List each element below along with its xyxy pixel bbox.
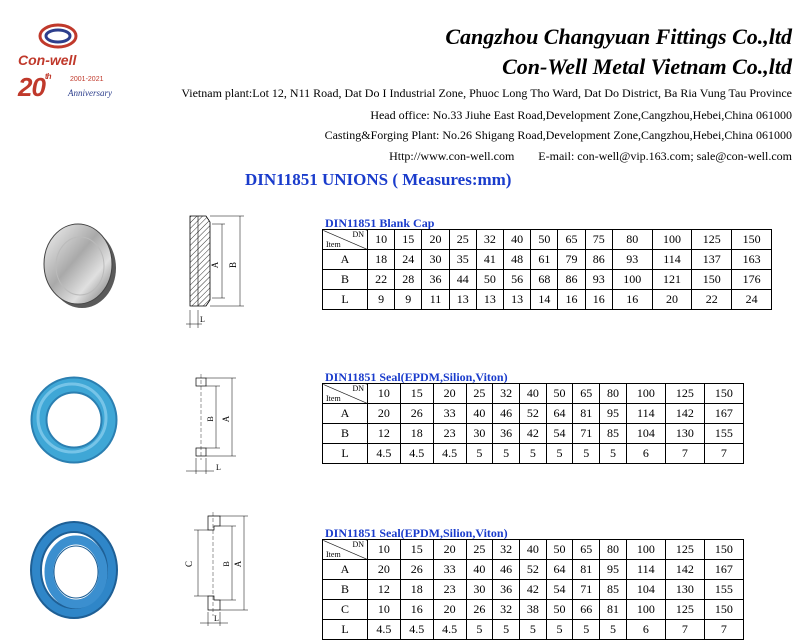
logo-anniversary-word: Anniversary (68, 88, 112, 98)
table-cell: 93 (585, 270, 612, 290)
blank-cap-table (322, 229, 772, 310)
dn-header-cell: 125 (665, 384, 704, 404)
table-cell: 18 (368, 250, 395, 270)
table-cell: 81 (600, 600, 627, 620)
dn-header-cell: 50 (531, 230, 558, 250)
email-text[interactable]: E-mail: con-well@vip.163.com; sale@con-well.com (538, 149, 792, 163)
table-cell: 22 (368, 270, 395, 290)
header-corner-cell (323, 384, 368, 404)
dn-header-cell: 80 (600, 540, 627, 560)
head-office-address: Head office: No.33 Jiuhe East Road,Development Zone,Cangzhou,Hebei,China 061000 (370, 108, 792, 122)
dn-header-cell: 40 (504, 230, 531, 250)
table-cell: 30 (466, 580, 493, 600)
dn-header-cell: 150 (704, 540, 743, 560)
header-corner-cell (323, 230, 368, 250)
table-cell: 52 (519, 404, 546, 424)
dn-header-cell: 150 (704, 384, 743, 404)
dn-header-cell: 125 (665, 540, 704, 560)
seal-lip-label-l: L (214, 614, 219, 623)
table-cell: 150 (692, 270, 732, 290)
table-cell: 7 (665, 620, 704, 640)
table-cell: 24 (732, 290, 772, 310)
table-cell: 104 (626, 580, 665, 600)
table-cell: 5 (519, 620, 546, 640)
table-cell: 68 (531, 270, 558, 290)
table-row (323, 444, 744, 464)
dn-header-cell: 65 (573, 540, 600, 560)
table-cell: 81 (573, 560, 600, 580)
header-dn-label: DN (352, 230, 364, 239)
seal-lip-label-a: A (233, 560, 243, 568)
header-item-label: Item (326, 550, 341, 559)
table-header-row (323, 384, 744, 404)
row-label-cell: A (323, 560, 368, 580)
dn-header-cell: 40 (519, 384, 546, 404)
table-cell: 86 (558, 270, 585, 290)
table-cell: 20 (368, 404, 401, 424)
table-cell: 36 (422, 270, 449, 290)
contact-line (389, 149, 792, 164)
dn-header-cell: 15 (400, 384, 433, 404)
table-cell: 28 (395, 270, 422, 290)
table-cell: 9 (368, 290, 395, 310)
dn-header-cell: 20 (422, 230, 449, 250)
table-row (323, 560, 744, 580)
seal-lip-table (322, 539, 744, 640)
table-cell: 114 (652, 250, 692, 270)
table-cell: 9 (395, 290, 422, 310)
dn-header-cell: 40 (519, 540, 546, 560)
table-cell: 30 (422, 250, 449, 270)
seal-label-l: L (216, 463, 221, 472)
table-header-row (323, 230, 772, 250)
table-cell: 5 (600, 620, 627, 640)
table-cell: 10 (368, 600, 401, 620)
table-cell: 40 (466, 560, 493, 580)
table-cell: 18 (400, 580, 433, 600)
logo-years: 2001-2021 (70, 76, 104, 83)
dn-header-cell: 10 (368, 540, 401, 560)
table-cell: 46 (493, 560, 520, 580)
table-cell: 16 (585, 290, 612, 310)
table-cell: 41 (476, 250, 503, 270)
table-cell: 23 (433, 424, 466, 444)
website-link[interactable]: Http://www.con-well.com (389, 149, 515, 163)
casting-plant-address: Casting&Forging Plant: No.26 Shigang Road,Development Zone,Cangzhou,Hebei,China 061000 (324, 128, 792, 142)
table-cell: 11 (422, 290, 449, 310)
table-cell: 142 (665, 404, 704, 424)
table-cell: 79 (558, 250, 585, 270)
header-dn-label: DN (352, 540, 364, 549)
dn-header-cell: 32 (476, 230, 503, 250)
table-cell: 142 (665, 560, 704, 580)
table-cell: 7 (665, 444, 704, 464)
table-row (323, 620, 744, 640)
row-label-cell: A (323, 404, 368, 424)
table-cell: 155 (704, 580, 743, 600)
table-cell: 4.5 (400, 444, 433, 464)
table-cell: 137 (692, 250, 732, 270)
seal-label-b: B (206, 416, 215, 422)
cap-label-a: A (210, 261, 220, 269)
table-cell: 33 (433, 404, 466, 424)
table-cell: 5 (600, 444, 627, 464)
table-cell: 4.5 (433, 444, 466, 464)
table-cell: 52 (519, 560, 546, 580)
table-cell: 163 (732, 250, 772, 270)
table-cell: 44 (449, 270, 476, 290)
table-cell: 5 (493, 620, 520, 640)
table-cell: 20 (368, 560, 401, 580)
blank-cap-photo (30, 212, 122, 312)
dn-header-cell: 20 (433, 540, 466, 560)
table-cell: 40 (466, 404, 493, 424)
table-cell: 4.5 (433, 620, 466, 640)
dn-header-cell: 10 (368, 230, 395, 250)
header-item-label: Item (326, 240, 341, 249)
table-cell: 16 (558, 290, 585, 310)
table-cell: 5 (546, 620, 573, 640)
table-cell: 86 (585, 250, 612, 270)
table-cell: 26 (400, 404, 433, 424)
table-row (323, 270, 772, 290)
table-cell: 66 (573, 600, 600, 620)
table-cell: 56 (504, 270, 531, 290)
table-cell: 4.5 (368, 444, 401, 464)
dn-header-cell: 100 (652, 230, 692, 250)
header-item-label: Item (326, 394, 341, 403)
table-cell: 7 (704, 444, 743, 464)
dn-header-cell: 125 (692, 230, 732, 250)
table-cell: 104 (626, 424, 665, 444)
table-cell: 130 (665, 424, 704, 444)
dn-header-cell: 75 (585, 230, 612, 250)
row-label-cell: B (323, 580, 368, 600)
table-cell: 12 (368, 424, 401, 444)
table-cell: 38 (519, 600, 546, 620)
table-cell: 36 (493, 580, 520, 600)
logo-brand: Con-well (18, 52, 77, 68)
table-row (323, 580, 744, 600)
dn-header-cell: 80 (612, 230, 652, 250)
cap-label-b: B (228, 261, 238, 269)
table-cell: 36 (493, 424, 520, 444)
table-cell: 22 (692, 290, 732, 310)
table-cell: 81 (573, 404, 600, 424)
dn-header-cell: 50 (546, 540, 573, 560)
table-cell: 5 (493, 444, 520, 464)
seal-lip-label-c: C (184, 560, 194, 568)
table-cell: 30 (466, 424, 493, 444)
table-cell: 26 (466, 600, 493, 620)
table-cell: 5 (466, 620, 493, 640)
table-cell: 5 (519, 444, 546, 464)
blank-cap-drawing (180, 210, 250, 335)
table-cell: 23 (433, 580, 466, 600)
table-cell: 61 (531, 250, 558, 270)
table-cell: 14 (531, 290, 558, 310)
dn-header-cell: 100 (626, 384, 665, 404)
table-cell: 6 (626, 620, 665, 640)
table-cell: 24 (395, 250, 422, 270)
seal-table (322, 383, 744, 464)
table-cell: 26 (400, 560, 433, 580)
row-label-cell: L (323, 290, 368, 310)
table-cell: 125 (665, 600, 704, 620)
seal-label-a: A (221, 415, 231, 423)
table-cell: 4.5 (368, 620, 401, 640)
table-cell: 114 (626, 560, 665, 580)
dn-header-cell: 100 (626, 540, 665, 560)
cap-label-l: L (200, 315, 205, 324)
table-cell: 85 (600, 580, 627, 600)
company-name-1: Cangzhou Changyuan Fittings Co.,ltd (445, 24, 792, 49)
table-cell: 7 (704, 620, 743, 640)
row-label-cell: A (323, 250, 368, 270)
company-logo (8, 22, 118, 112)
table-cell: 85 (600, 424, 627, 444)
company-name-2: Con-Well Metal Vietnam Co.,ltd (502, 54, 792, 79)
table-cell: 42 (519, 580, 546, 600)
header-corner-cell (323, 540, 368, 560)
table-cell: 54 (546, 580, 573, 600)
table-cell: 13 (449, 290, 476, 310)
seal-photo (28, 374, 120, 466)
table-row (323, 600, 744, 620)
table-row (323, 404, 744, 424)
dn-header-cell: 32 (493, 384, 520, 404)
table-cell: 64 (546, 560, 573, 580)
table-cell: 42 (519, 424, 546, 444)
logo-rings-icon (36, 22, 80, 50)
seal-drawing (180, 374, 240, 478)
dn-header-cell: 25 (449, 230, 476, 250)
dn-header-cell: 50 (546, 384, 573, 404)
table-cell: 33 (433, 560, 466, 580)
table-cell: 167 (704, 560, 743, 580)
page-title: DIN11851 UNIONS ( Measures:mm) (245, 170, 512, 189)
table-cell: 71 (573, 580, 600, 600)
table-cell: 35 (449, 250, 476, 270)
table-cell: 18 (400, 424, 433, 444)
seal-lip-photo (28, 520, 120, 620)
table-cell: 50 (476, 270, 503, 290)
row-label-cell: B (323, 270, 368, 290)
table-cell: 4.5 (400, 620, 433, 640)
table-cell: 5 (466, 444, 493, 464)
seal-table-title: DIN11851 Seal(EPDM,Silion,Viton) (325, 370, 508, 384)
table-cell: 150 (704, 600, 743, 620)
table-cell: 5 (573, 444, 600, 464)
vietnam-plant-address: Vietnam plant:Lot 12, N11 Road, Dat Do I Industrial Zone, Phuoc Long Tho Ward, Dat Do District, Ba Ria Vung Tau Province (181, 86, 792, 100)
table-cell: 167 (704, 404, 743, 424)
table-cell: 13 (476, 290, 503, 310)
table-cell: 6 (626, 444, 665, 464)
table-cell: 16 (400, 600, 433, 620)
table-row (323, 424, 744, 444)
table-cell: 13 (504, 290, 531, 310)
dn-header-cell: 25 (466, 384, 493, 404)
dn-header-cell: 65 (558, 230, 585, 250)
table-cell: 93 (612, 250, 652, 270)
table-cell: 50 (546, 600, 573, 620)
dn-header-cell: 20 (433, 384, 466, 404)
table-cell: 100 (626, 600, 665, 620)
table-cell: 64 (546, 404, 573, 424)
dn-header-cell: 80 (600, 384, 627, 404)
dn-header-cell: 10 (368, 384, 401, 404)
table-cell: 20 (433, 600, 466, 620)
dn-header-cell: 25 (466, 540, 493, 560)
table-cell: 114 (626, 404, 665, 424)
table-row (323, 250, 772, 270)
table-cell: 46 (493, 404, 520, 424)
table-cell: 32 (493, 600, 520, 620)
dn-header-cell: 32 (493, 540, 520, 560)
table-row (323, 290, 772, 310)
table-cell: 20 (652, 290, 692, 310)
dn-header-cell: 15 (400, 540, 433, 560)
row-label-cell: B (323, 424, 368, 444)
row-label-cell: L (323, 620, 368, 640)
table-cell: 121 (652, 270, 692, 290)
table-cell: 95 (600, 560, 627, 580)
logo-anniversary: 20th (18, 72, 51, 102)
table-cell: 176 (732, 270, 772, 290)
header-dn-label: DN (352, 384, 364, 393)
table-cell: 54 (546, 424, 573, 444)
table-cell: 12 (368, 580, 401, 600)
row-label-cell: C (323, 600, 368, 620)
dn-header-cell: 65 (573, 384, 600, 404)
table-header-row (323, 540, 744, 560)
seal-lip-label-b: B (222, 561, 231, 567)
table-cell: 5 (573, 620, 600, 640)
table-cell: 5 (546, 444, 573, 464)
table-cell: 48 (504, 250, 531, 270)
table-cell: 16 (612, 290, 652, 310)
dn-header-cell: 150 (732, 230, 772, 250)
blank-cap-table-title: DIN11851 Blank Cap (325, 216, 435, 230)
seal-lip-table-title: DIN11851 Seal(EPDM,Silion,Viton) (325, 526, 508, 540)
dn-header-cell: 15 (395, 230, 422, 250)
table-cell: 155 (704, 424, 743, 444)
table-cell: 100 (612, 270, 652, 290)
seal-lip-drawing (180, 512, 250, 630)
table-cell: 71 (573, 424, 600, 444)
table-cell: 95 (600, 404, 627, 424)
row-label-cell: L (323, 444, 368, 464)
table-cell: 130 (665, 580, 704, 600)
